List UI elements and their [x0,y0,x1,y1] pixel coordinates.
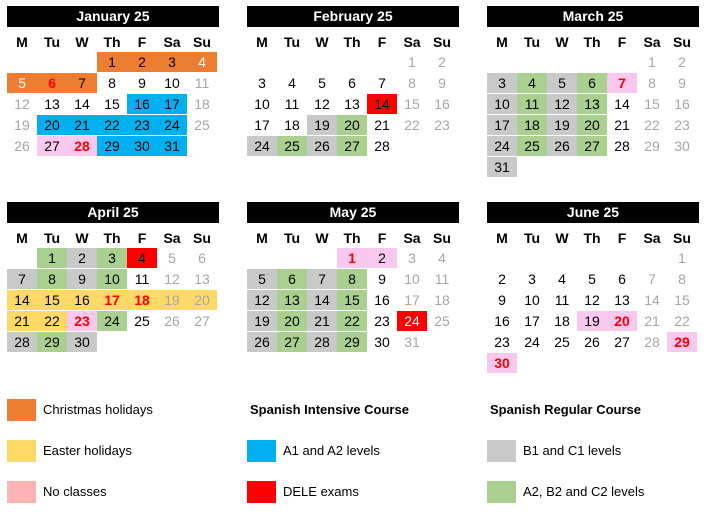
day-cell: 27 [277,332,307,352]
weekday-label: Su [433,230,451,246]
day-cell: 19 [157,290,187,310]
weekday-label: W [75,34,89,50]
day-cell: 22 [674,313,690,329]
day-cell: 20 [577,115,607,135]
day-cell: 14 [7,290,37,310]
day-cell: 25 [277,136,307,156]
day-cell: 5 [547,73,577,93]
day-cell: 3 [97,248,127,268]
day-cell: 17 [524,313,540,329]
month-grid [487,248,699,378]
weekday-label: Sa [643,34,661,50]
day-cell: 24 [97,311,127,331]
weekday-label: Th [343,34,361,50]
day-cell: 3 [157,52,187,72]
day-cell: 12 [314,96,330,112]
day-cell: 15 [644,96,660,112]
day-cell: 8 [678,271,686,287]
day-cell: 7 [67,73,97,93]
day-cell: 13 [614,292,630,308]
weekday-label: Tu [523,34,541,50]
day-cell: 18 [517,115,547,135]
day-cell: 5 [7,73,37,93]
day-cell: 5 [588,271,596,287]
day-cell: 31 [404,334,420,350]
day-cell: 27 [337,136,367,156]
weekday-label: Th [583,34,601,50]
day-cell: 14 [644,292,660,308]
day-cell: 28 [614,138,630,154]
day-cell: 6 [577,73,607,93]
day-cell: 13 [277,290,307,310]
day-cell: 20 [37,115,67,135]
weekday-label: W [315,230,329,246]
day-cell: 25 [434,313,450,329]
weekday-label: Sa [163,34,181,50]
day-cell: 27 [194,313,210,329]
day-cell: 21 [7,311,37,331]
legend-label: A2, B2 and C2 levels [523,484,645,499]
day-cell: 26 [164,313,180,329]
day-cell: 21 [374,117,390,133]
day-cell: 9 [438,75,446,91]
day-cell: 17 [254,117,270,133]
day-cell: 15 [104,96,120,112]
day-cell: 18 [554,313,570,329]
day-cell: 14 [367,94,397,114]
day-cell: 27 [614,334,630,350]
day-cell: 2 [678,54,686,70]
day-cell: 3 [408,250,416,266]
day-cell: 22 [337,311,367,331]
day-cell: 10 [97,269,127,289]
month-grid [247,52,459,182]
weekday-header [487,32,699,52]
legend-swatch [247,440,276,462]
weekday-header [7,228,219,248]
weekday-label: Th [583,230,601,246]
day-cell: 16 [374,292,390,308]
day-cell: 25 [134,313,150,329]
day-cell: 3 [528,271,536,287]
day-cell: 7 [378,75,386,91]
day-cell: 25 [194,117,210,133]
day-cell: 21 [614,117,630,133]
legend-swatch [7,481,36,503]
day-cell: 10 [524,292,540,308]
day-cell: 3 [487,73,517,93]
day-cell: 23 [67,311,97,331]
weekday-label: F [137,34,147,50]
legend-label: A1 and A2 levels [283,443,380,458]
day-cell: 8 [37,269,67,289]
legend-label: B1 and C1 levels [523,443,622,458]
day-cell: 8 [648,75,656,91]
day-cell: 26 [14,138,30,154]
weekday-label: Su [193,34,211,50]
weekday-label: M [256,230,268,246]
day-cell: 22 [97,115,127,135]
day-cell: 2 [367,248,397,268]
weekday-label: M [496,230,508,246]
day-cell: 21 [67,115,97,135]
day-cell: 22 [644,117,660,133]
day-cell: 5 [168,250,176,266]
day-cell: 10 [487,94,517,114]
day-cell: 9 [67,269,97,289]
day-cell: 7 [307,269,337,289]
day-cell: 12 [584,292,600,308]
day-cell: 23 [127,115,157,135]
legend-label: No classes [43,484,107,499]
day-cell: 6 [277,269,307,289]
day-cell: 19 [577,311,607,331]
day-cell: 1 [678,250,686,266]
day-cell: 4 [438,250,446,266]
legend-swatch [7,440,36,462]
day-cell: 20 [187,290,217,310]
day-cell: 22 [37,311,67,331]
day-cell: 22 [404,117,420,133]
day-cell: 15 [37,290,67,310]
day-cell: 11 [194,75,210,91]
month-grid [7,52,219,182]
day-cell: 5 [318,75,326,91]
weekday-label: Tu [283,34,301,50]
day-cell: 9 [138,75,146,91]
day-cell: 14 [614,96,630,112]
day-cell: 25 [517,136,547,156]
regular-course-heading: Spanish Regular Course [490,402,641,417]
day-cell: 28 [67,136,97,156]
month-june [487,202,699,378]
weekday-header [487,228,699,248]
day-cell: 28 [307,332,337,352]
day-cell: 29 [667,332,697,352]
month-march [487,6,699,182]
day-cell: 2 [127,52,157,72]
day-cell: 11 [284,96,300,112]
day-cell: 1 [648,54,656,70]
weekday-header [247,32,459,52]
month-title: March 25 [487,6,699,27]
day-cell: 7 [607,73,637,93]
day-cell: 18 [434,292,450,308]
legend-swatch [487,481,516,503]
day-cell: 26 [247,332,277,352]
day-cell: 2 [438,54,446,70]
month-grid [7,248,219,378]
day-cell: 8 [408,75,416,91]
day-cell: 12 [547,94,577,114]
day-cell: 29 [337,332,367,352]
day-cell: 24 [157,115,187,135]
day-cell: 4 [517,73,547,93]
weekday-label: M [496,34,508,50]
day-cell: 19 [547,115,577,135]
weekday-label: F [377,230,387,246]
month-may [247,202,459,378]
day-cell: 2 [498,271,506,287]
day-cell: 1 [97,52,127,72]
day-cell: 23 [674,117,690,133]
weekday-label: Th [103,34,121,50]
day-cell: 26 [547,136,577,156]
day-cell: 18 [284,117,300,133]
day-cell: 20 [277,311,307,331]
weekday-label: Tu [523,230,541,246]
day-cell: 15 [404,96,420,112]
weekday-label: Sa [163,230,181,246]
weekday-label: M [16,34,28,50]
day-cell: 28 [374,138,390,154]
weekday-label: W [555,230,569,246]
day-cell: 19 [14,117,30,133]
weekday-label: Sa [403,34,421,50]
day-cell: 21 [644,313,660,329]
legend-swatch [487,440,516,462]
day-cell: 30 [674,138,690,154]
weekday-label: M [16,230,28,246]
weekday-label: Th [103,230,121,246]
day-cell: 8 [108,75,116,91]
weekday-label: Tu [43,34,61,50]
month-title: June 25 [487,202,699,223]
day-cell: 7 [648,271,656,287]
day-cell: 1 [37,248,67,268]
day-cell: 13 [344,96,360,112]
day-cell: 8 [337,269,367,289]
month-title: January 25 [7,6,219,27]
legend-label: Easter holidays [43,443,132,458]
weekday-header [7,32,219,52]
weekday-header [247,228,459,248]
day-cell: 6 [618,271,626,287]
weekday-label: Su [193,230,211,246]
day-cell: 31 [487,157,517,177]
day-cell: 2 [67,248,97,268]
day-cell: 24 [487,136,517,156]
day-cell: 23 [434,117,450,133]
day-cell: 1 [337,248,367,268]
day-cell: 9 [498,292,506,308]
weekday-label: Tu [283,230,301,246]
day-cell: 23 [374,313,390,329]
day-cell: 4 [127,248,157,268]
month-january [7,6,219,182]
day-cell: 1 [408,54,416,70]
day-cell: 24 [397,311,427,331]
day-cell: 14 [74,96,90,112]
day-cell: 11 [134,271,150,287]
day-cell: 9 [378,271,386,287]
legend-swatch [7,399,36,421]
day-cell: 16 [67,290,97,310]
day-cell: 27 [37,136,67,156]
day-cell: 13 [577,94,607,114]
weekday-label: W [75,230,89,246]
legend-swatch [247,481,276,503]
day-cell: 12 [247,290,277,310]
day-cell: 30 [67,332,97,352]
day-cell: 12 [164,271,180,287]
day-cell: 25 [554,334,570,350]
day-cell: 17 [157,94,187,114]
day-cell: 11 [554,292,570,308]
day-cell: 9 [678,75,686,91]
day-cell: 10 [164,75,180,91]
day-cell: 16 [127,94,157,114]
day-cell: 24 [524,334,540,350]
day-cell: 26 [584,334,600,350]
day-cell: 5 [247,269,277,289]
day-cell: 14 [307,290,337,310]
day-cell: 10 [404,271,420,287]
weekday-label: Su [433,34,451,50]
day-cell: 20 [337,115,367,135]
day-cell: 10 [254,96,270,112]
day-cell: 31 [157,136,187,156]
day-cell: 13 [44,96,60,112]
day-cell: 29 [37,332,67,352]
month-grid [487,52,699,182]
day-cell: 29 [644,138,660,154]
day-cell: 29 [97,136,127,156]
weekday-label: Su [673,34,691,50]
day-cell: 30 [374,334,390,350]
legend-label: Christmas holidays [43,402,153,417]
day-cell: 15 [674,292,690,308]
day-cell: 15 [337,290,367,310]
weekday-label: F [617,34,627,50]
day-cell: 21 [307,311,337,331]
month-title: May 25 [247,202,459,223]
day-cell: 13 [194,271,210,287]
day-cell: 4 [288,75,296,91]
day-cell: 17 [97,290,127,310]
day-cell: 6 [37,73,67,93]
weekday-label: Th [343,230,361,246]
month-title: April 25 [7,202,219,223]
weekday-label: F [617,230,627,246]
day-cell: 4 [558,271,566,287]
month-grid [247,248,459,378]
day-cell: 30 [127,136,157,156]
day-cell: 23 [494,334,510,350]
day-cell: 6 [198,250,206,266]
day-cell: 7 [7,269,37,289]
day-cell: 16 [494,313,510,329]
intensive-course-heading: Spanish Intensive Course [250,402,409,417]
day-cell: 17 [404,292,420,308]
month-title: February 25 [247,6,459,27]
weekday-label: F [377,34,387,50]
day-cell: 19 [247,311,277,331]
weekday-label: W [555,34,569,50]
weekday-label: F [137,230,147,246]
day-cell: 16 [674,96,690,112]
weekday-label: Su [673,230,691,246]
day-cell: 17 [487,115,517,135]
month-april [7,202,219,378]
weekday-label: Tu [43,230,61,246]
day-cell: 30 [487,353,517,373]
day-cell: 27 [577,136,607,156]
day-cell: 20 [607,311,637,331]
day-cell: 12 [14,96,30,112]
day-cell: 24 [247,136,277,156]
weekday-label: Sa [643,230,661,246]
weekday-label: W [315,34,329,50]
day-cell: 4 [187,52,217,72]
day-cell: 28 [644,334,660,350]
month-february [247,6,459,182]
day-cell: 6 [348,75,356,91]
weekday-label: M [256,34,268,50]
day-cell: 18 [194,96,210,112]
day-cell: 16 [434,96,450,112]
day-cell: 26 [307,136,337,156]
day-cell: 19 [307,115,337,135]
weekday-label: Sa [403,230,421,246]
day-cell: 28 [7,332,37,352]
day-cell: 18 [127,290,157,310]
day-cell: 3 [258,75,266,91]
day-cell: 11 [434,271,450,287]
day-cell: 11 [517,94,547,114]
legend-label: DELE exams [283,484,359,499]
